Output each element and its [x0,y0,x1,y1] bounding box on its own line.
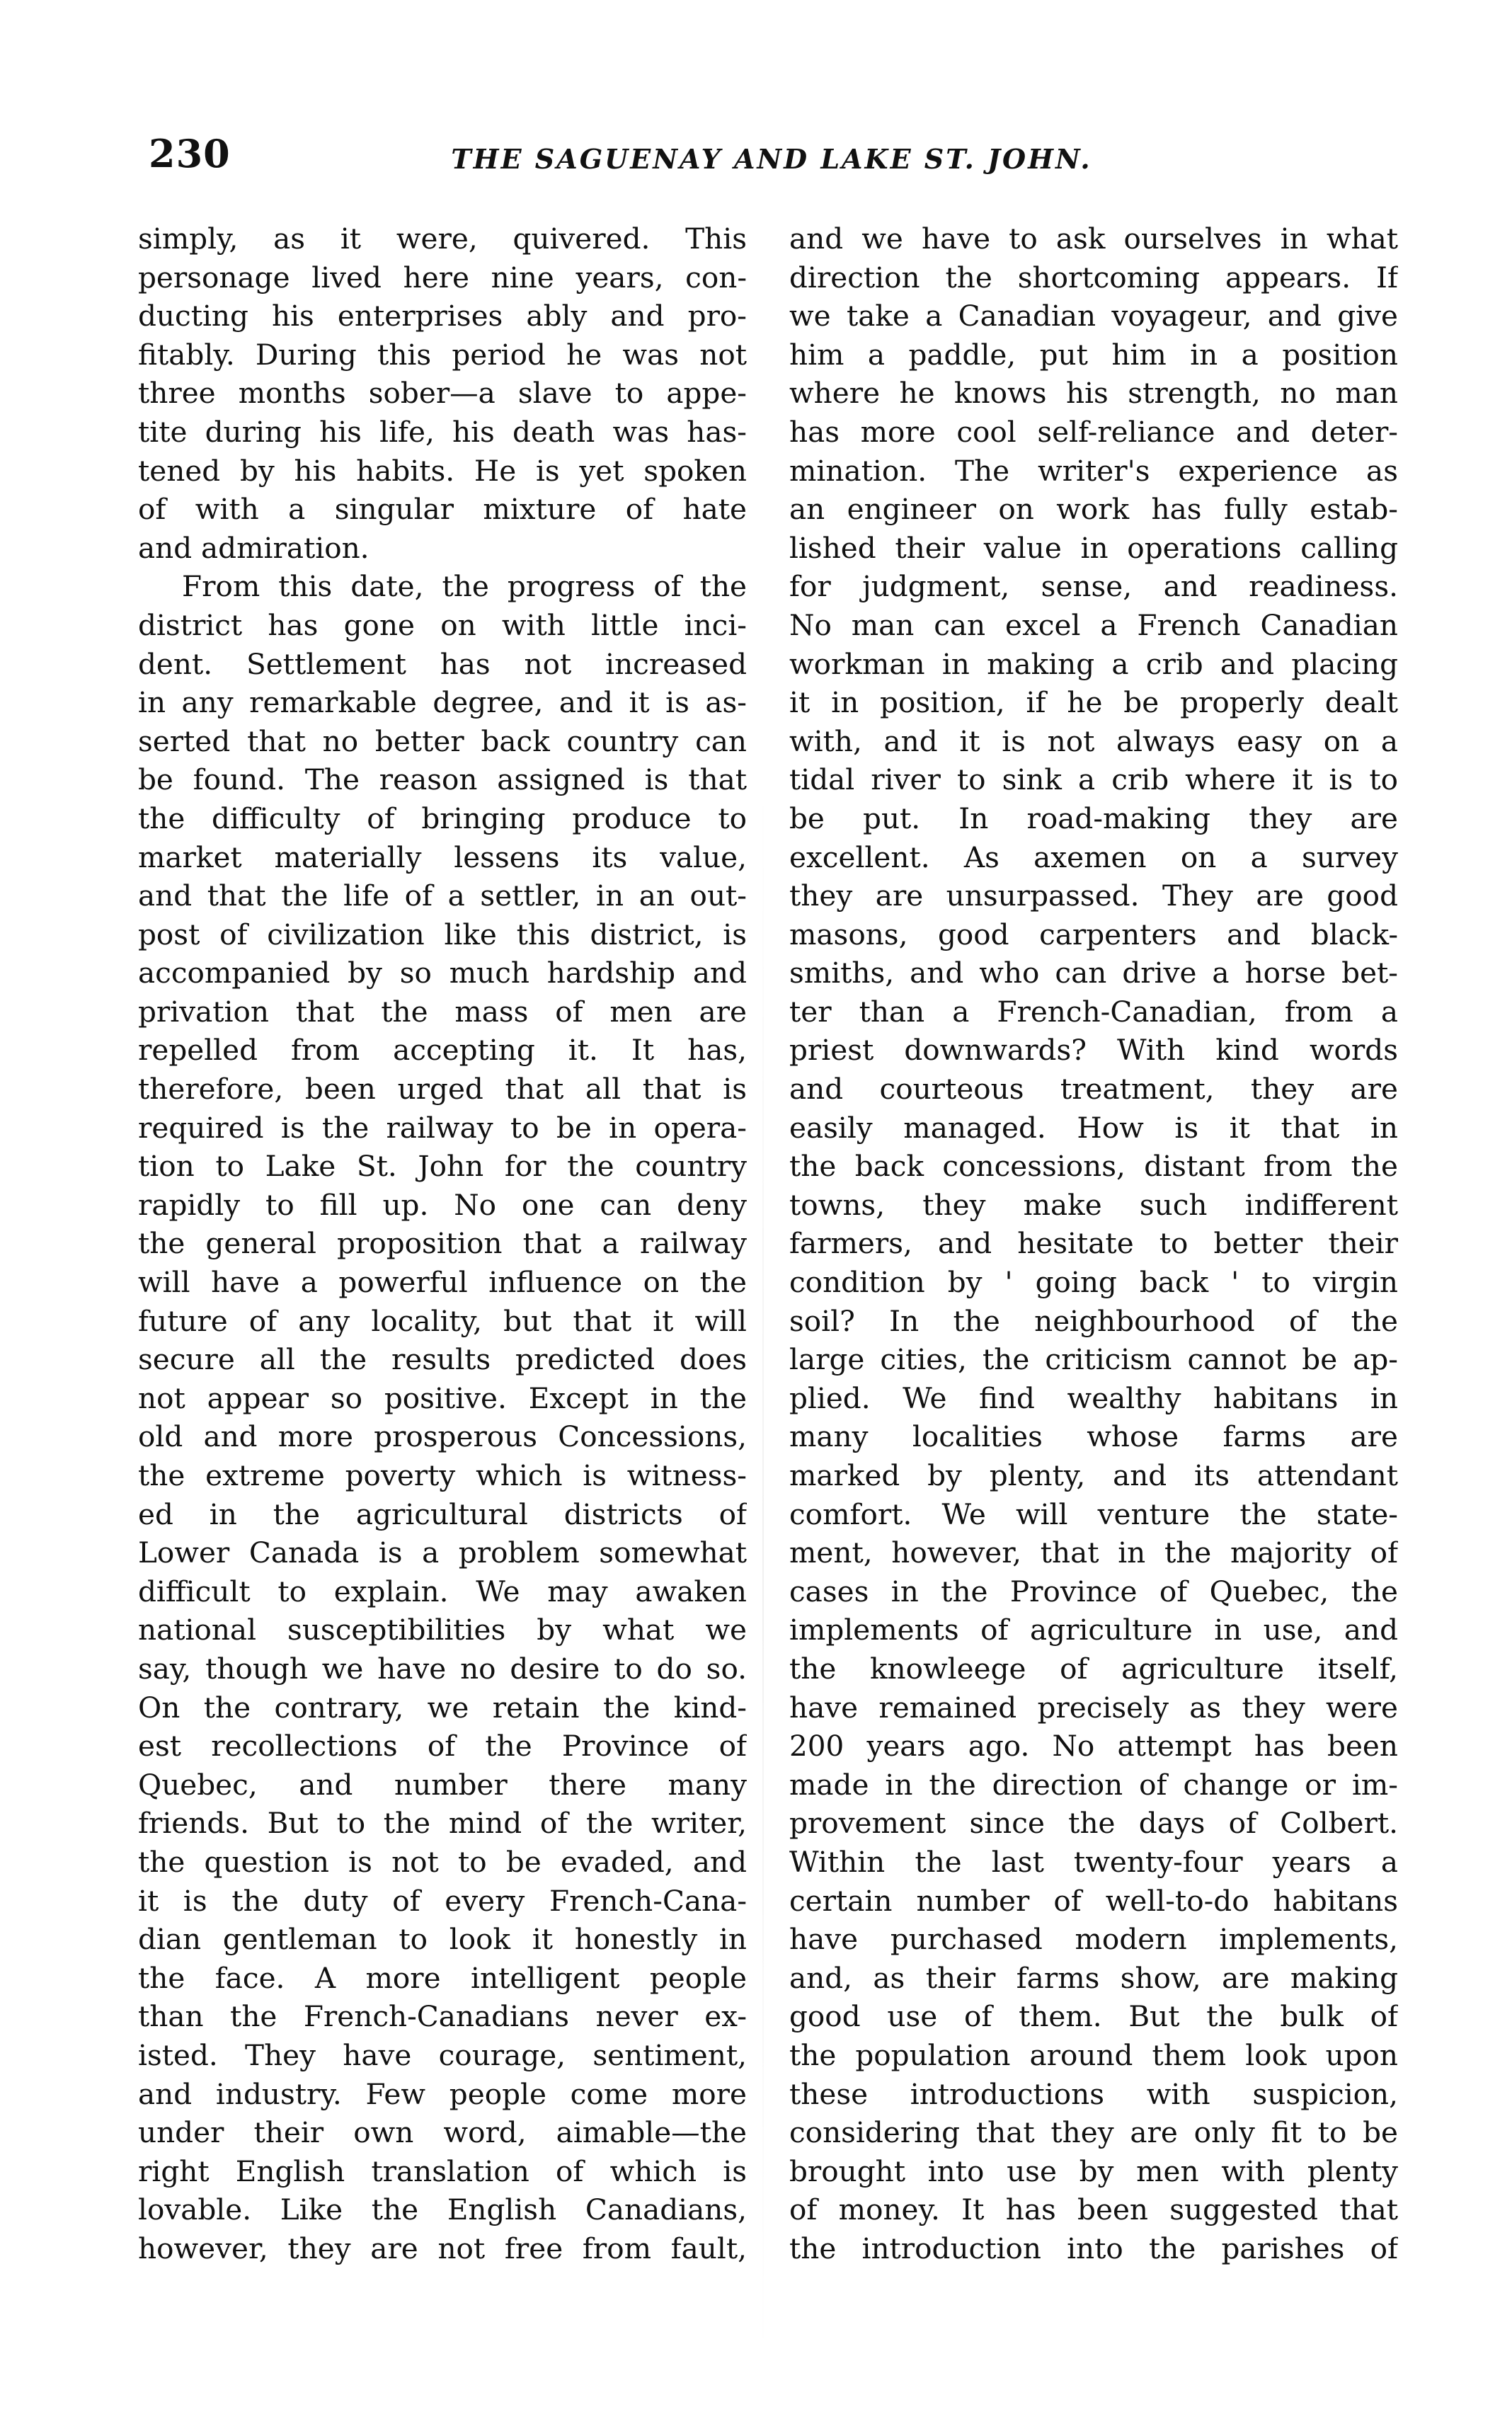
text-line: for judgment, sense, and readiness. [789,569,1398,604]
text-line: lovable. Like the English Canadians, [138,2193,747,2227]
text-line: plied. We find wealthy habitans in [789,1380,1398,1415]
text-line: soil? In the neighbourhood of the [789,1303,1398,1338]
text-line: excellent. As axemen on a survey [789,840,1398,874]
text-line: post of civilization like this district, is [138,917,747,951]
text-line: tened by his habits. He is yet spoken [138,453,747,488]
running-title: THE SAGUENAY AND LAKE ST. JOHN. [451,143,1092,175]
text-line: difficult to explain. We may awaken [138,1574,747,1608]
text-line: it in position, if he be properly dealt [789,685,1398,720]
text-line: of money. It has been suggested that [789,2193,1398,2227]
text-line: say, though we have no desire to do so. [138,1651,747,1686]
text-line: however, they are not free from fault, [138,2231,747,2265]
text-line: ducting his enterprises ably and pro- [138,299,747,333]
text-line: the general proposition that a railway [138,1226,747,1261]
text-line: dian gentleman to look it honestly in [138,1922,747,1957]
text-line: district has gone on with little inci- [138,607,747,642]
text-line: dent. Settlement has not increased [138,646,747,681]
text-line: mination. The writer's experience as [789,453,1398,488]
text-line: and that the life of a settler, in an out- [138,879,747,913]
text-line: him a paddle, put him in a position [789,337,1398,372]
text-line: brought into use by men with plenty [789,2154,1398,2188]
text-line: be found. The reason assigned is that [138,762,747,797]
text-line: secure all the results predicted does [138,1342,747,1377]
text-line: easily managed. How is it that in [789,1110,1398,1145]
text-line: fitably. During this period he was not [138,337,747,372]
text-line: tite during his life, his death was has- [138,414,747,449]
text-line: serted that no better back country can [138,724,747,758]
text-line: considering that they are only fit to be [789,2115,1398,2150]
text-line: the knowleege of agriculture itself, [789,1651,1398,1686]
text-line: we take a Canadian voyageur, and give [789,299,1398,333]
text-line: On the contrary, we retain the kind- [138,1690,747,1725]
text-line: many localities whose farms are [789,1419,1398,1454]
text-line: comfort. We will venture the state- [789,1497,1398,1531]
text-line: has more cool self-reliance and deter- [789,414,1398,449]
text-line: have purchased modern implements, [789,1922,1398,1957]
text-line: not appear so positive. Except in the [138,1380,747,1415]
text-line: ter than a French-Canadian, from a [789,994,1398,1029]
text-line: right English translation of which is [138,2154,747,2188]
text-line: masons, good carpenters and black- [789,917,1398,951]
text-line: accompanied by so much hardship and [138,956,747,990]
text-line: Quebec, and number there many [138,1767,747,1802]
text-line: tidal river to sink a crib where it is to [789,762,1398,797]
text-line: personage lived here nine years, con- [138,260,747,295]
right-column [789,219,1398,2268]
text-line: will have a powerful influence on the [138,1265,747,1300]
text-line: friends. But to the mind of the writer, [138,1806,747,1841]
text-line: market materially lessens its value, [138,840,747,874]
text-line: From this date, the progress of the [182,569,747,604]
text-line: be put. In road-making they are [789,801,1398,835]
text-line: cases in the Province of Quebec, the [789,1574,1398,1608]
text-line: they are unsurpassed. They are good [789,879,1398,913]
text-line: where he knows his strength, no man [789,376,1398,411]
text-line: an engineer on work has fully estab- [789,492,1398,527]
text-line: certain number of well-to-do habitans [789,1883,1398,1918]
text-line: with, and it is not always easy on a [789,724,1398,758]
text-line: large cities, the criticism cannot be ap- [789,1342,1398,1377]
text-line: and, as their farms show, are making [789,1960,1398,1995]
text-line: tion to Lake St. John for the country [138,1149,747,1184]
text-line: therefore, been urged that all that is [138,1072,747,1107]
text-line: and admiration. [138,530,370,565]
text-line: the extreme poverty which is witness- [138,1458,747,1492]
text-line: and industry. Few people come more [138,2076,747,2111]
text-line: isted. They have courage, sentiment, [138,2037,747,2072]
text-line: and we have to ask ourselves in what [789,222,1398,256]
text-line: the question is not to be evaded, and [138,1844,747,1879]
text-line: provement since the days of Colbert. [789,1806,1398,1841]
text-line: smiths, and who can drive a horse bet- [789,956,1398,990]
text-line: and courteous treatment, they are [789,1072,1398,1107]
text-line: future of any locality, but that it will [138,1303,747,1338]
text-line: the population around them look upon [789,2037,1398,2072]
text-line: rapidly to fill up. No one can deny [138,1187,747,1222]
text-line: it is the duty of every French-Cana- [138,1883,747,1918]
text-line: Lower Canada is a problem somewhat [138,1536,747,1570]
text-line: No man can excel a French Canadian [789,607,1398,642]
text-line: have remained precisely as they were [789,1690,1398,1725]
text-line: towns, they make such indifferent [789,1187,1398,1222]
text-line: ment, however, that in the majority of [789,1536,1398,1570]
text-line: implements of agriculture in use, and [789,1613,1398,1647]
page-number: 230 [149,131,231,176]
text-line: under their own word, aimable—the [138,2115,747,2150]
text-line: the introduction into the parishes of [789,2231,1398,2265]
text-line: simply, as it were, quivered. This [138,222,747,256]
text-line: the face. A more intelligent people [138,1960,747,1995]
page-header [149,131,1394,198]
gutter-shadow [762,779,764,2365]
text-line: priest downwards? With kind words [789,1033,1398,1068]
text-line: direction the shortcoming appears. If [789,260,1398,295]
text-line: these introductions with suspicion, [789,2076,1398,2111]
text-line: repelled from accepting it. It has, [138,1033,747,1068]
text-line: lished their value in operations calling [789,530,1398,565]
text-line: national susceptibilities by what we [138,1613,747,1647]
text-line: workman in making a crib and placing [789,646,1398,681]
text-line: Within the last twenty-four years a [789,1844,1398,1879]
text-line: the back concessions, distant from the [789,1149,1398,1184]
text-line: required is the railway to be in opera- [138,1110,747,1145]
text-line: ed in the agricultural districts of [138,1497,747,1531]
text-line: than the French-Canadians never ex- [138,1999,747,2034]
text-line: 200 years ago. No attempt has been [789,1729,1398,1763]
text-line: made in the direction of change or im- [789,1767,1398,1802]
text-line: farmers, and hesitate to better their [789,1226,1398,1261]
text-line: of with a singular mixture of hate [138,492,747,527]
left-column [138,219,747,2268]
text-line: in any remarkable degree, and it is as- [138,685,747,720]
text-line: condition by ' going back ' to virgin [789,1265,1398,1300]
text-line: good use of them. But the bulk of [789,1999,1398,2034]
text-line: the difficulty of bringing produce to [138,801,747,835]
text-line: marked by plenty, and its attendant [789,1458,1398,1492]
text-line: privation that the mass of men are [138,994,747,1029]
text-line: three months sober—a slave to appe- [138,376,747,411]
text-line: est recollections of the Province of [138,1729,747,1763]
text-line: old and more prosperous Concessions, [138,1419,747,1454]
